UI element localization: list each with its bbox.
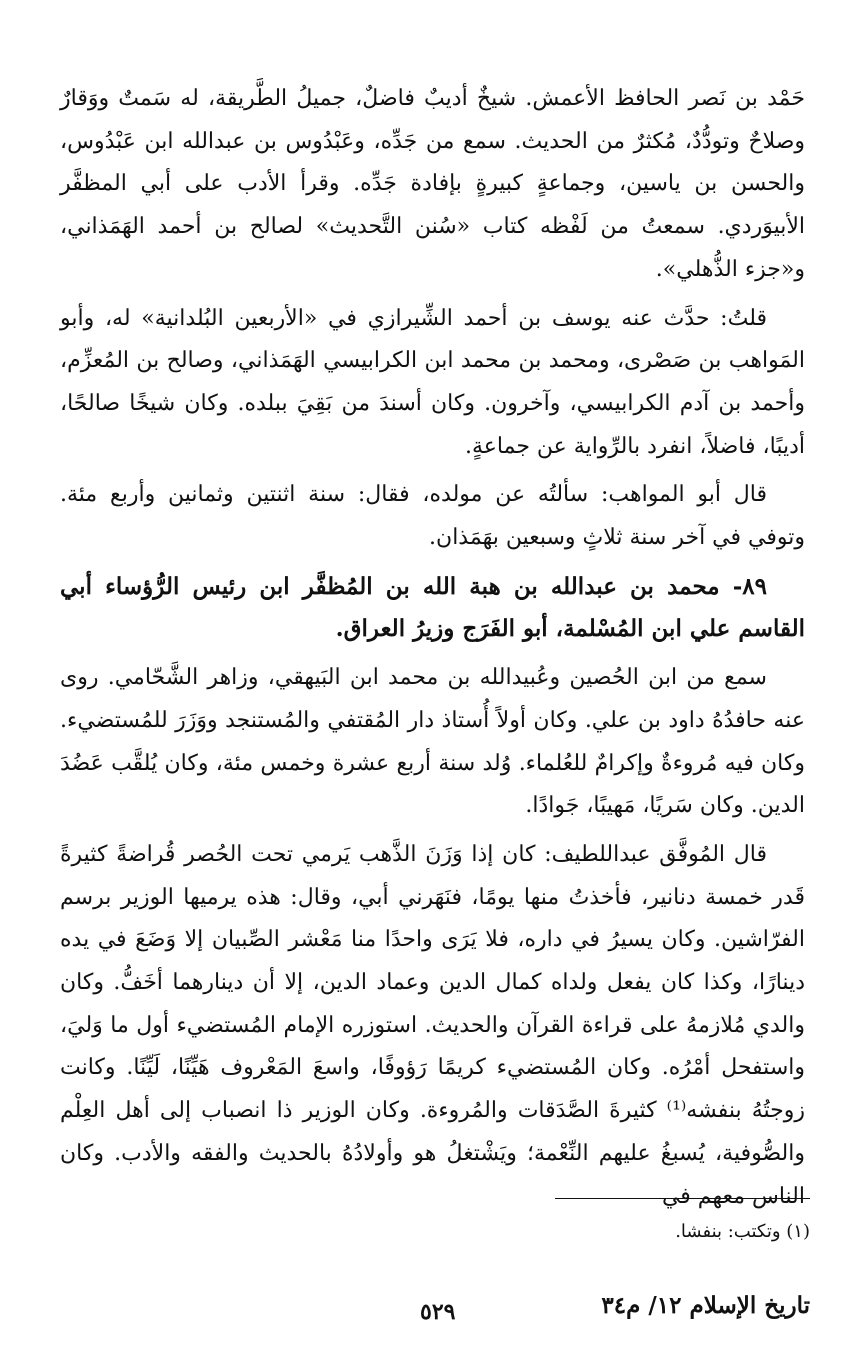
paragraph-birth-death: قال أبو المواهب: سألتُه عن مولده، فقال: سنة اثنتين وثمانين وأربع مئة. وتوفي في آخر سنة ثلاثٍ وسبعين بهَمَذان. [60, 482, 805, 551]
paragraph-continuation: حَمْد بن نَصر الحافظ الأعمش. شيخٌ أديبٌ فاضلٌ، جميلُ الطَّريقة، له سَمتٌ ووَقارٌ وصلاحٌ وتودُّدٌ، مُكثرٌ من الحديث. سمع من جَدِّه، وعَبْدُوس بن عبدالله ابن عَبْدُوس، والحسن بن ياسين، وجماعةٍ كبيرةٍ بإفادة جَدِّه. وقرأ الأدب على أبي المظفَّر الأبيوَردي. سمعتُ من لَفْظه كتاب «سُنن التَّحديث» لصالح بن أحمد الهَمَذاني، و«جزء الذُّهلي». [60, 86, 805, 282]
footnote: (١) وتكتب: بنفشا. [675, 1221, 810, 1242]
paragraph-note: قلتُ: حدَّث عنه يوسف بن أحمد الشِّيرازي في «الأربعين البُلدانية» له، وأبو المَواهب بن صَصْرى، ومحمد بن محمد ابن الكرابيسي الهَمَذاني، وصالح بن المُعزِّم، وأحمد بن آدم الكرابيسي، وآخرون. وكان أسندَ من بَقِيَ ببلده. وكان شيخًا صالحًا، أديبًا، فاضلاً، انفرد بالرِّواية عن جماعةٍ. [60, 305, 805, 459]
main-text [60, 78, 805, 1224]
running-title: تاريخ الإسلام ١٢/ م٣٤ [601, 1292, 810, 1319]
page-number: ٥٢٩ [420, 1299, 456, 1325]
entry-heading: ٨٩- محمد بن عبدالله بن هبة الله بن المُظفَّر ابن رئيس الرُّؤساء أبي القاسم علي ابن المُسْلمة، أبو الفَرَج وزيرُ العراق. [60, 572, 805, 643]
page-footer [40, 1290, 810, 1330]
entry-paragraph: سمع من ابن الحُصين وعُبيدالله بن محمد ابن البَيهقي، وزاهر الشَّحّامي. روى عنه حافدُهُ داود بن علي. وكان أولاً أُستاذ دار المُقتفي والمُستنجد ووَزَرَ للمُستضيء. وكان فيه مُروءةٌ وإكرامٌ للعُلماء. وُلد سنة أربع عشرة وخمس مئة، وكان يُلقَّب عَضُدَ الدين. وكان سَريًا، مَهيبًا، جَوادًا. [60, 665, 805, 819]
footnote-divider [555, 1198, 810, 1199]
entry-paragraph: قال المُوفَّق عبداللطيف: كان إذا وَزَنَ الذَّهب يَرمي تحت الحُصر قُراضةً كثيرةً قَدر خمسة دنانير، فأخذتُ منها يومًا، فنَهَرني أبي، وقال: هذه يرميها الوزير برسم الفرّاشين. وكان يسيرُ في داره، فلا يَرَى واحدًا منا مَعْشر الصِّبيان إلا وَضَعَ في يده دينارًا، وكذا كان يفعل ولداه كمال الدين وعماد الدين، إلا أن دينارهما أخَفُّ. وكان والدي مُلازمهُ على قراءة القرآن والحديث. استوزره الإمام المُستضيء أول ما وَليَ، واستفحل أمْرُه. وكان المُستضيء كريمًا رَؤوفًا، واسعَ المَعْروف هَيِّنًا، لَيِّنًا. وكانت زوجتُهُ بنفشه⁽¹⁾ كثيرةَ الصَّدَقات والمُروءة. وكان الوزير ذا انصباب إلى أهل العِلْم والصُّوفية، يُسبغُ عليهم النِّعْمة؛ ويَشْتغلُ هو وأولادُهُ بالحديث والفقه والأدب. وكان الناس معهم في [60, 841, 805, 1209]
